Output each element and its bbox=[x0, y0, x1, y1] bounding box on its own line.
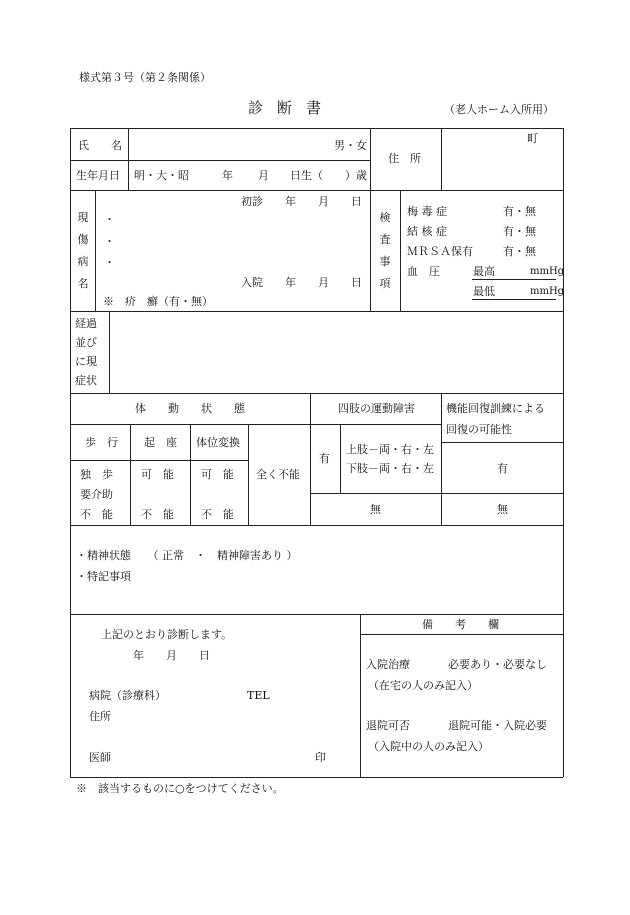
limb-disability-yes[interactable]: 有 bbox=[319, 452, 330, 465]
disease-bullet: ・ bbox=[104, 213, 115, 226]
dob-day-age: 日生（ ）歳 bbox=[290, 169, 367, 182]
address-field-label: 住所 bbox=[89, 710, 111, 723]
mrsa-choice[interactable]: 有・無 bbox=[503, 245, 536, 258]
limb-disability-none[interactable]: 無 bbox=[370, 503, 381, 516]
sit-unable[interactable]: 不 能 bbox=[141, 508, 174, 521]
certify-statement: 上記のとおり診断します。 bbox=[101, 628, 233, 641]
rehab-yes[interactable]: 有 bbox=[497, 462, 508, 475]
scabies-field[interactable]: ※ 疥 癬（有・無） bbox=[103, 295, 213, 308]
discharge-note: （入院中の人のみ記入） bbox=[368, 740, 489, 753]
seal-mark: 印 bbox=[315, 751, 326, 764]
tuberculosis-label: 結 核 症 bbox=[407, 225, 447, 238]
upper-limb-choice[interactable]: 上肢－両・右・左 bbox=[346, 443, 434, 456]
bp-high-line[interactable] bbox=[472, 279, 556, 280]
position-unable[interactable]: 不 能 bbox=[201, 508, 234, 521]
bp-high-label: 最高 bbox=[473, 265, 495, 278]
bp-high-unit: mmHg bbox=[530, 266, 565, 277]
bp-low-line[interactable] bbox=[472, 299, 556, 300]
totally-unable[interactable]: 全く不能 bbox=[256, 468, 300, 481]
dob-label: 生年月日 bbox=[76, 169, 120, 182]
sit-header: 起 座 bbox=[144, 436, 177, 449]
walk-independent[interactable]: 独 歩 bbox=[80, 468, 113, 481]
syphilis-choice[interactable]: 有・無 bbox=[503, 205, 536, 218]
blood-pressure-label: 血 圧 bbox=[407, 265, 440, 278]
dob-month: 月 bbox=[258, 169, 269, 182]
position-change-header: 体位変換 bbox=[196, 436, 240, 449]
tuberculosis-choice[interactable]: 有・無 bbox=[503, 225, 536, 238]
bp-low-label: 最低 bbox=[473, 285, 495, 298]
walk-header: 歩 行 bbox=[85, 436, 118, 449]
disease-bullet: ・ bbox=[104, 256, 115, 269]
bp-low-unit: mmHg bbox=[530, 286, 565, 297]
limb-disability-header: 四肢の運動障害 bbox=[338, 402, 415, 415]
admission-date: 入院 年 月 日 bbox=[241, 276, 362, 289]
footer-note: ※ 該当するものに○をつけてください。 bbox=[76, 782, 284, 795]
rehab-no[interactable]: 無 bbox=[497, 503, 508, 516]
document-title: 診断書 bbox=[248, 99, 336, 117]
rehab-header-line1: 機能回復訓練による bbox=[446, 402, 545, 415]
mental-state[interactable]: ・精神状態 （ 正常 ・ 精神障害あり ） bbox=[76, 549, 298, 562]
first-visit-date: 初診 年 月 日 bbox=[241, 195, 362, 208]
disease-bullet: ・ bbox=[104, 235, 115, 248]
name-label: 氏 名 bbox=[78, 139, 122, 152]
discharge-choice[interactable]: 退院可能・入院必要 bbox=[448, 719, 547, 732]
doctor-label: 医師 bbox=[89, 751, 111, 764]
hospital-treatment-choice[interactable]: 必要あり・必要なし bbox=[448, 658, 547, 671]
document-purpose: （老人ホーム入所用） bbox=[444, 103, 554, 116]
hospital-label: 病院（診療科） bbox=[89, 689, 166, 702]
era-choice[interactable]: 明・大・昭 bbox=[134, 169, 189, 182]
disease-label: 現 傷 病 名 bbox=[77, 211, 89, 290]
hospital-treatment-label: 入院治療 bbox=[366, 658, 410, 671]
dob-year: 年 bbox=[222, 169, 233, 182]
activity-header: 体 動 状 態 bbox=[135, 402, 245, 415]
town-label: 町 bbox=[527, 132, 538, 145]
hospital-treatment-note: （在宅の人のみ記入） bbox=[368, 679, 478, 692]
position-possible[interactable]: 可 能 bbox=[201, 468, 234, 481]
exam-label: 検 査 事 項 bbox=[379, 211, 391, 290]
special-notes: ・特記事項 bbox=[76, 570, 131, 583]
lower-limb-choice[interactable]: 下肢－両・右・左 bbox=[346, 462, 434, 475]
mrsa-label: ＭＲＳＡ保有 bbox=[407, 245, 473, 258]
sit-possible[interactable]: 可 能 bbox=[141, 468, 174, 481]
tel-label: TEL bbox=[247, 689, 270, 702]
form-number: 様式第３号（第２条関係） bbox=[79, 71, 211, 84]
walk-assisted[interactable]: 要介助 bbox=[80, 488, 113, 501]
walk-unable[interactable]: 不 能 bbox=[80, 508, 113, 521]
syphilis-label: 梅 毒 症 bbox=[407, 205, 447, 218]
address-label: 住 所 bbox=[388, 152, 421, 165]
remarks-header: 備 考 欄 bbox=[422, 618, 499, 631]
certify-date: 年 月 日 bbox=[133, 649, 210, 662]
discharge-label: 退院可否 bbox=[366, 719, 410, 732]
rehab-header-line2: 回復の可能性 bbox=[446, 423, 512, 436]
gender-choice[interactable]: 男・女 bbox=[334, 139, 367, 152]
course-label: 経過 並び に現 症状 bbox=[75, 317, 97, 387]
